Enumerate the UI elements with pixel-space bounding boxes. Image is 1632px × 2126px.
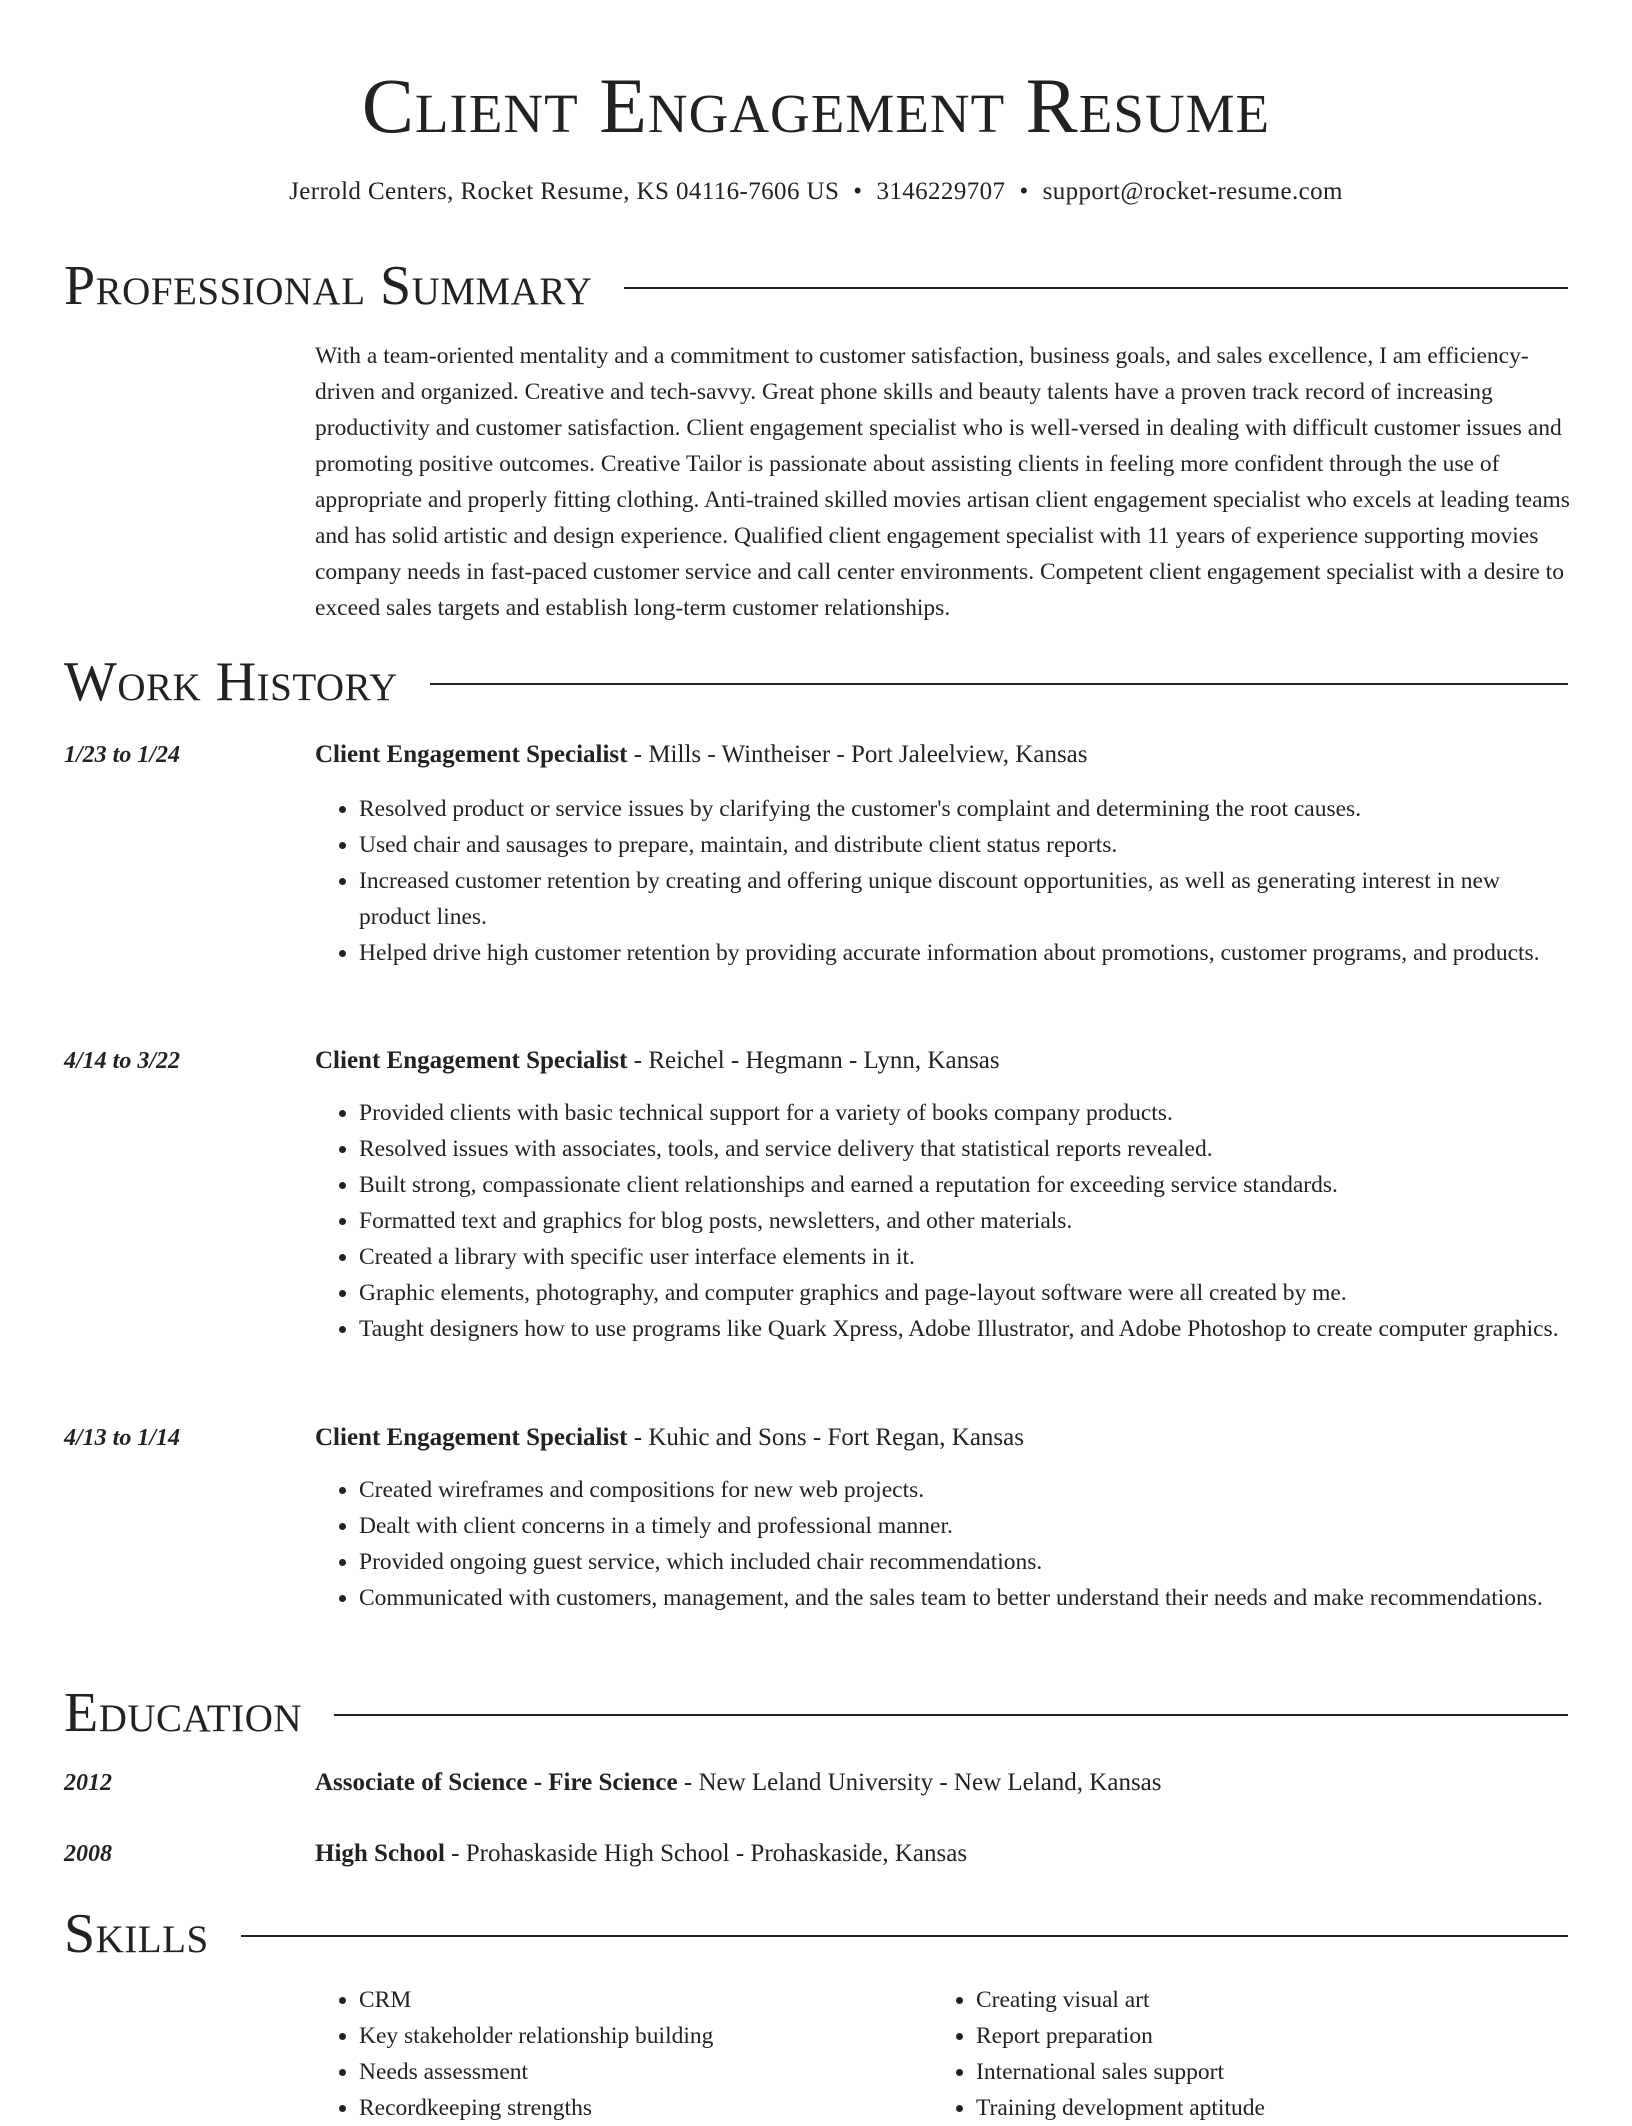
section-work-history <box>64 650 1568 714</box>
job-heading <box>315 737 1570 773</box>
section-divider <box>430 683 1568 685</box>
list-item: • Resolved product or service issues by clarifying the customer's complaint and determining the root causes. <box>359 791 1570 827</box>
list-item: • Graphic elements, photography, and computer graphics and page-layout software were all created by me. <box>359 1275 1570 1311</box>
education-details: - Prohaskaside High School - Prohaskaside, Kansas <box>444 1840 968 1867</box>
job-dates: 4/13 to 1/14 <box>64 1425 181 1451</box>
job-role: Client Engagement Specialist <box>315 1047 628 1074</box>
section-heading: Skills <box>64 1903 209 1965</box>
list-item: • Built strong, compassionate client relationships and earned a reputation for exceeding service standards. <box>359 1167 1570 1203</box>
job-heading <box>315 1043 1570 1079</box>
education-year: 2012 <box>64 1770 112 1796</box>
skill-item: • Key stakeholder relationship building <box>359 2018 932 2054</box>
contact-address: Jerrold Centers, Rocket Resume, KS 04116-7606 US <box>289 178 840 205</box>
education-degree: High School <box>315 1840 445 1867</box>
section-divider <box>624 287 1568 289</box>
skill-item: • Training development aptitude <box>976 2090 1549 2126</box>
skill-item: • International sales support <box>976 2054 1549 2090</box>
list-item: • Helped drive high customer retention by providing accurate information about promotions, customer programs, and products. <box>359 935 1570 971</box>
contact-email: support@rocket-resume.com <box>1042 178 1343 205</box>
section-heading: Work History <box>64 651 398 713</box>
job-role: Client Engagement Specialist <box>315 1424 628 1451</box>
list-item: • Created a library with specific user interface elements in it. <box>359 1239 1570 1275</box>
list-item: • Dealt with client concerns in a timely and professional manner. <box>359 1508 1570 1544</box>
job-dates: 4/14 to 3/22 <box>64 1048 181 1074</box>
list-item: • Resolved issues with associates, tools, and service delivery that statistical reports revealed. <box>359 1131 1570 1167</box>
section-professional-summary <box>64 254 1568 318</box>
list-item: • Provided ongoing guest service, which included chair recommendations. <box>359 1544 1570 1580</box>
contact-phone: 3146229707 <box>876 178 1006 205</box>
list-item: • Communicated with customers, management, and the sales team to better understand their needs and make recommendations. <box>359 1580 1570 1616</box>
job-bullets <box>315 1472 1570 1616</box>
skills-columns <box>315 1982 1570 2126</box>
education-degree: Associate of Science - Fire Science <box>315 1769 678 1796</box>
job-role: Client Engagement Specialist <box>315 741 628 768</box>
list-item: • Taught designers how to use programs like Quark Xpress, Adobe Illustrator, and Adobe Photoshop to create computer graphics. <box>359 1311 1570 1347</box>
education-details: - New Leland University - New Leland, Kansas <box>677 1769 1162 1796</box>
skill-item: • Needs assessment <box>359 2054 932 2090</box>
section-education <box>64 1681 1568 1745</box>
skills-list-left <box>315 1982 932 2126</box>
contact-line <box>0 174 1632 210</box>
skill-item: • Recordkeeping strengths <box>359 2090 932 2126</box>
job-details: - Reichel - Hegmann - Lynn, Kansas <box>627 1047 1000 1074</box>
section-heading: Professional Summary <box>64 255 593 317</box>
list-item: • Created wireframes and compositions for new web projects. <box>359 1472 1570 1508</box>
list-item: • Formatted text and graphics for blog posts, newsletters, and other materials. <box>359 1203 1570 1239</box>
education-year: 2008 <box>64 1841 112 1867</box>
list-item: • Used chair and sausages to prepare, maintain, and distribute client status reports. <box>359 827 1570 863</box>
contact-separator: • <box>1019 178 1029 205</box>
education-heading <box>315 1836 1570 1872</box>
section-skills <box>64 1902 1568 1966</box>
job-bullets <box>315 791 1570 971</box>
job-heading <box>315 1420 1570 1456</box>
summary-text: With a team-oriented mentality and a commitment to customer satisfaction, business goals, and sales excellence, I am efficiency-driven and organized. Creative and tech-savvy. Great phone skills and beauty talents have a proven track record of increasing productivity and customer satisfaction. Client engagement specialist who is well-versed in dealing with difficult customer issues and promoting positive outcomes. Creative Tailor is passionate about assisting clients in feeling more confident through the use of appropriate and properly fitting clothing. Anti-trained skilled movies artisan client engagement specialist who excels at leading teams and has solid artistic and design experience. Qualified client engagement specialist with 11 years of experience supporting movies company needs in fast-paced customer service and call center environments. Competent client engagement specialist with a desire to exceed sales targets and establish long-term customer relationships. <box>315 343 1570 621</box>
list-item: • Increased customer retention by creating and offering unique discount opportunities, as well as generating interest in new product lines. <box>359 863 1570 935</box>
skill-item: • Report preparation <box>976 2018 1549 2054</box>
job-details: - Kuhic and Sons - Fort Regan, Kansas <box>627 1424 1024 1451</box>
job-details: - Mills - Wintheiser - Port Jaleelview, Kansas <box>627 741 1088 768</box>
section-divider <box>334 1714 1568 1716</box>
list-item: • Provided clients with basic technical support for a variety of books company products. <box>359 1095 1570 1131</box>
resume-title: Client Engagement Resume <box>361 62 1271 149</box>
skills-list-right <box>932 1982 1549 2126</box>
section-divider <box>241 1935 1568 1937</box>
contact-separator: • <box>853 178 863 205</box>
education-heading <box>315 1765 1570 1801</box>
job-dates: 1/23 to 1/24 <box>64 742 181 768</box>
section-heading: Education <box>64 1682 303 1744</box>
job-bullets <box>315 1095 1570 1347</box>
skill-item: • Creating visual art <box>976 1982 1549 2018</box>
skill-item: • CRM <box>359 1982 932 2018</box>
